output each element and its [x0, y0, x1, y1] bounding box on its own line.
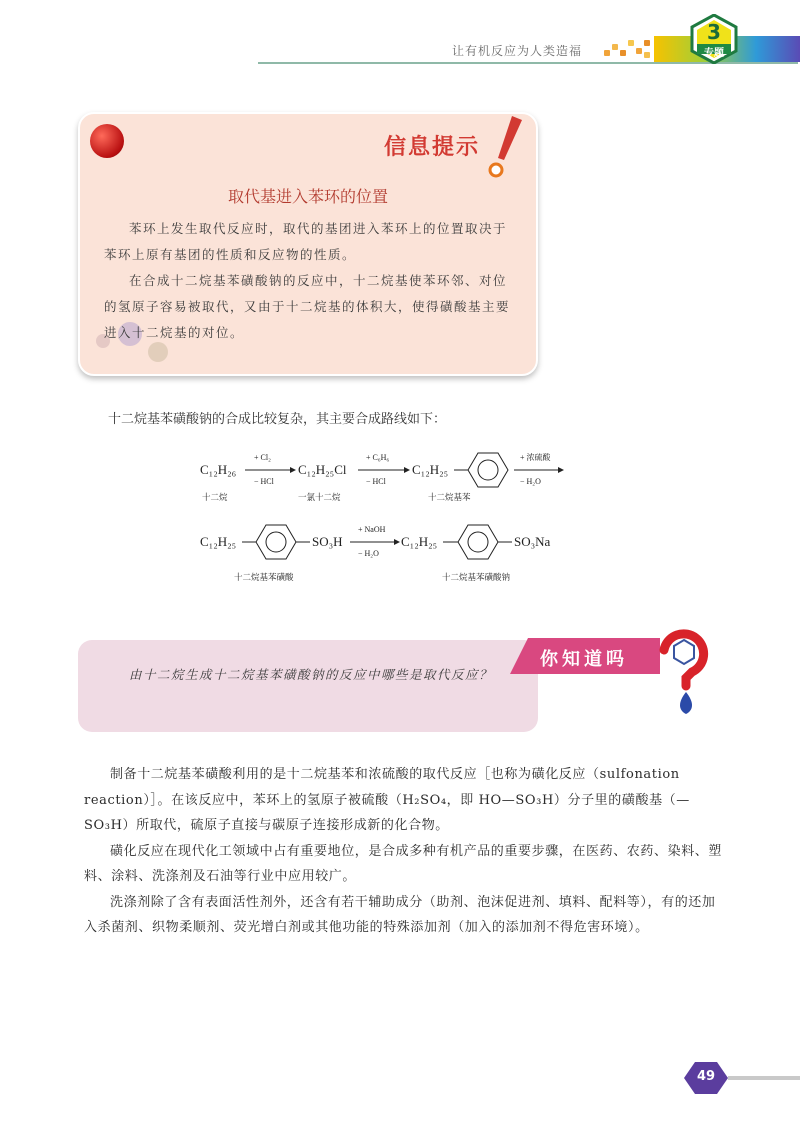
arrow4-bottom-label: − H₂O — [358, 549, 379, 558]
main-paragraph: 制备十二烷基苯磺酸利用的是十二烷基苯和浓硫酸的取代反应［也称为磺化反应（sulfonation reaction）］。在该反应中，苯环上的氢原子被硫酸（H₂SO₄，即 HO—SO₃H）分子里的磺酸基（—SO₃H）所取代，硫原子直接与碳原子连接形成新的化合物。 — [84, 767, 690, 833]
arrow2-bottom-label: − HCl — [366, 477, 386, 486]
did-you-know-question: 由十二烷生成十二烷基苯磺酸钠的反应中哪些是取代反应？ — [129, 667, 494, 682]
info-body — [104, 216, 518, 346]
header-decoration-dots — [604, 36, 656, 60]
page-number-stripe — [728, 1076, 800, 1080]
product-sodium-chain: C₁₂H₂₅ — [401, 534, 438, 549]
arrow3-top-label: + 浓硫酸 — [520, 453, 551, 462]
arrow2-top-label: + C₆H₆ — [366, 453, 390, 462]
benzene-ring-icon — [256, 525, 296, 559]
chapter-number: 3 — [707, 20, 721, 44]
product-dodecylbenzene-chain: C₁₂H₂₅ — [412, 462, 449, 477]
arrow4-top-label: + NaOH — [358, 525, 386, 534]
synthesis-intro: 十二烷基苯磺酸钠的合成比较复杂，其主要合成路线如下： — [108, 412, 447, 427]
benzene-ring-icon — [468, 453, 508, 487]
sodium-sulfonate-group: SO₃Na — [514, 534, 551, 549]
info-tag: 信息提示 — [384, 135, 481, 160]
did-you-know-tag: 你知道吗 — [540, 649, 628, 670]
did-you-know-text — [104, 662, 514, 688]
chapter-label: 专题 — [704, 48, 724, 59]
product-chlorododecane: C₁₂H₂₅Cl — [298, 462, 347, 477]
header-title: 让有机反应为人类造福 — [452, 44, 583, 58]
chapter-badge — [690, 14, 738, 64]
arrow3-bottom-label: − H₂O — [520, 477, 541, 486]
exclamation-icon — [482, 112, 526, 182]
synthesis-scheme — [190, 444, 630, 594]
main-paragraph: 磺化反应在现代化工领域中占有重要地位，是合成多种有机产品的重要步骤，在医药、农药、染料、塑料、涂料、洗涤剂及石油等行业中应用较广。 — [84, 843, 723, 884]
main-text — [84, 762, 724, 941]
label-sodium-dodecylbenzenesulfonate: 十二烷基苯磺酸钠 — [442, 572, 511, 582]
info-paragraph: 苯环上发生取代反应时，取代的基团进入苯环上的位置取决于苯环上原有基团的性质和反应物的性质。 — [104, 221, 508, 262]
label-dodecylbenzenesulfonic-acid: 十二烷基苯磺酸 — [234, 572, 294, 582]
reactant-dodecane: C₁₂H₂₆ — [200, 462, 237, 477]
main-paragraph: 洗涤剂除了含有表面活性剂外，还含有若干辅助成分（助剂、泡沫促进剂、填料、配料等），有的还加入杀菌剂、织物柔顺剂、荧光增白剂或其他功能的特殊添加剂（加入的添加剂不得危害环境）。 — [84, 894, 716, 935]
benzene-ring-icon — [458, 525, 498, 559]
info-paragraph: 在合成十二烷基苯磺酸钠的反应中，十二烷基使苯环邻、对位的氢原子容易被取代，又由于十二烷基的体积大，使得磺酸基主要进入十二烷基的对位。 — [104, 273, 511, 340]
label-dodecylbenzene: 十二烷基苯 — [428, 492, 471, 502]
question-mark-icon — [656, 628, 712, 720]
reactant-acid-chain: C₁₂H₂₅ — [200, 534, 237, 549]
red-ball-decoration — [90, 124, 124, 158]
arrow1-bottom-label: − HCl — [254, 477, 274, 486]
sulfonic-acid-group: SO₃H — [312, 534, 343, 549]
label-chlorododecane: 一氯十二烷 — [298, 492, 341, 502]
info-title: 取代基进入苯环的位置 — [227, 187, 388, 206]
label-dodecane: 十二烷 — [202, 492, 228, 502]
page-number: 49 — [696, 1069, 716, 1084]
arrow1-top-label: + Cl₂ — [254, 453, 271, 462]
